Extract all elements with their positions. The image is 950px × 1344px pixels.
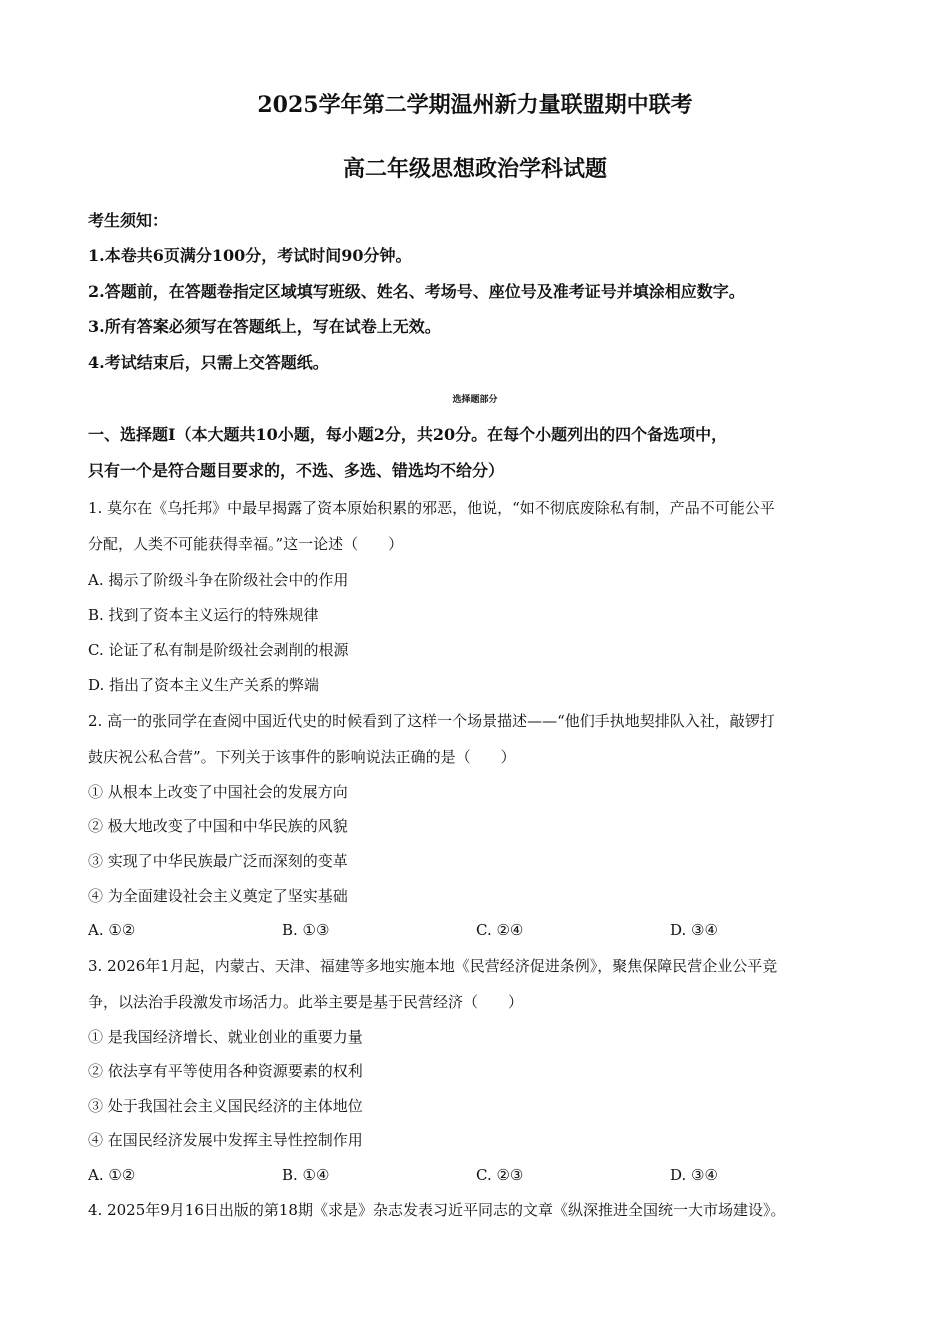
question-2-item: ④ 为全面建设社会主义奠定了坚实基础 — [88, 887, 348, 905]
question-1-option-d: D. 指出了资本主义生产关系的弊端 — [88, 676, 320, 694]
question-2-choice-d: D. ③④ — [670, 921, 718, 939]
question-2-choices — [88, 919, 888, 941]
question-4-stem: 4. 2025年9月16日出版的第18期《求是》杂志发表习近平同志的文章《纵深推进全国统一大市场建设》。 — [88, 1201, 786, 1219]
notice-item: 4.考试结束后，只需上交答题纸。 — [88, 353, 329, 372]
question-1-option-a: A. 揭示了阶级斗争在阶级社会中的作用 — [88, 571, 349, 589]
section-title: 选择题部分 — [452, 395, 498, 405]
question-3-stem: 争，以法治手段激发市场活力。此举主要是基于民营经济（ ） — [88, 993, 524, 1011]
question-3-item: ① 是我国经济增长、就业创业的重要力量 — [88, 1028, 363, 1046]
question-3-choice-a: A. ①② — [88, 1166, 136, 1184]
section-instructions: 只有一个是符合题目要求的，不选、多选、错选均不给分） — [88, 461, 505, 480]
question-3-choices — [88, 1164, 888, 1186]
question-3-choice-b: B. ①④ — [282, 1166, 330, 1184]
exam-subtitle: 高二年级思想政治学科试题 — [342, 156, 607, 182]
question-2-item: ① 从根本上改变了中国社会的发展方向 — [88, 783, 348, 801]
question-3-item: ④ 在国民经济发展中发挥主导性控制作用 — [88, 1131, 363, 1149]
question-2-item: ② 极大地改变了中国和中华民族的风貌 — [88, 817, 348, 835]
exam-title: 2025学年第二学期温州新力量联盟期中联考 — [257, 92, 693, 118]
question-2-stem: 2. 高一的张同学在查阅中国近代史的时候看到了这样一个场景描述——“他们手执地契排队入社，敲锣打 — [88, 712, 775, 730]
question-3-choice-c: C. ②③ — [476, 1166, 524, 1184]
question-1-stem: 1. 莫尔在《乌托邦》中最早揭露了资本原始积累的邪恶，他说，“如不彻底废除私有制，产品不可能公平 — [88, 499, 775, 517]
notice-heading: 考生须知： — [88, 211, 169, 230]
question-3-stem: 3. 2026年1月起，内蒙古、天津、福建等多地实施本地《民营经济促进条例》，聚焦保障民营企业公平竞 — [88, 957, 778, 975]
question-2-choice-b: B. ①③ — [282, 921, 330, 939]
notice-item: 2.答题前，在答题卷指定区域填写班级、姓名、考场号、座位号及准考证号并填涂相应数字。 — [88, 282, 745, 301]
question-3-item: ② 依法享有平等使用各种资源要素的权利 — [88, 1062, 363, 1080]
question-3-item: ③ 处于我国社会主义国民经济的主体地位 — [88, 1097, 363, 1115]
question-1-stem: 分配，人类不可能获得幸福。”这一论述（ ） — [88, 535, 404, 553]
question-2-choice-a: A. ①② — [88, 921, 136, 939]
question-1-option-b: B. 找到了资本主义运行的特殊规律 — [88, 606, 319, 624]
notice-item: 1.本卷共6页满分100分，考试时间90分钟。 — [88, 246, 412, 265]
question-1-option-c: C. 论证了私有制是阶级社会剥削的根源 — [88, 641, 349, 659]
section-instructions: 一、选择题Ⅰ（本大题共10小题，每小题2分，共20分。在每个小题列出的四个备选项中， — [88, 425, 728, 444]
question-2-stem: 鼓庆祝公私合营”。下列关于该事件的影响说法正确的是（ ） — [88, 748, 516, 766]
notice-item: 3.所有答案必须写在答题纸上，写在试卷上无效。 — [88, 317, 441, 336]
question-3-choice-d: D. ③④ — [670, 1166, 718, 1184]
question-2-item: ③ 实现了中华民族最广泛而深刻的变革 — [88, 852, 348, 870]
question-2-choice-c: C. ②④ — [476, 921, 524, 939]
